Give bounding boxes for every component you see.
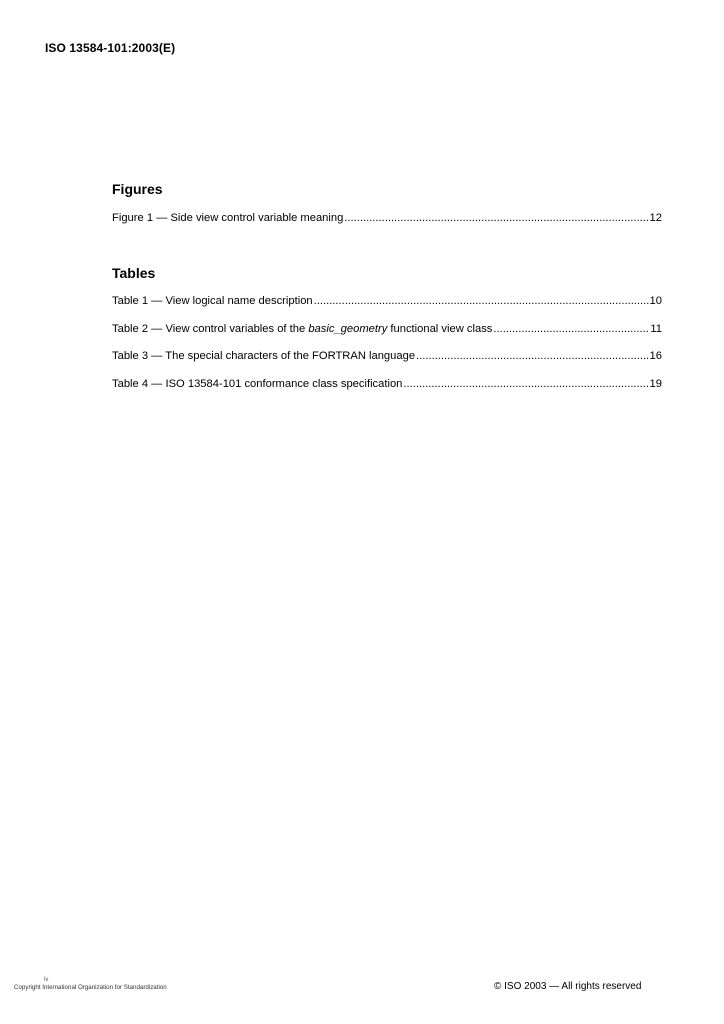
dot-leader [314, 293, 649, 309]
page-number-mark: iv [44, 977, 49, 983]
toc-entry-label-suffix: functional view class [387, 323, 493, 335]
dot-leader [416, 348, 649, 364]
figures-section-title: Figures [112, 181, 163, 197]
footer-copyright-right: © ISO 2003 — All rights reserved [494, 981, 642, 992]
toc-entry-table-1[interactable] [112, 293, 662, 309]
toc-entry-page-number: 19 [649, 378, 662, 390]
toc-entry-italic: basic_geometry [308, 323, 388, 335]
toc-entry-label: Table 4 — ISO 13584-101 conformance class specification [112, 378, 403, 390]
dot-leader [403, 376, 648, 392]
toc-entry-label: Table 2 — View control variables of the [112, 323, 309, 335]
dot-leader [493, 321, 649, 337]
document-header: ISO 13584-101:2003(E) [45, 41, 176, 55]
toc-entry-table-3[interactable] [112, 348, 662, 364]
footer-copyright-left: Copyright International Organization for Standardization [14, 984, 167, 991]
dot-leader [344, 210, 648, 226]
toc-entry-page-number: 16 [649, 350, 662, 362]
toc-entry-page-number: 11 [650, 323, 662, 335]
toc-entry-label: Table 3 — The special characters of the FORTRAN language [112, 350, 416, 362]
tables-section-title: Tables [112, 265, 156, 281]
toc-entry-page-number: 12 [649, 212, 662, 224]
toc-entry-label: Table 1 — View logical name description [112, 295, 313, 307]
toc-entry-table-2[interactable] [112, 321, 662, 337]
toc-entry-page-number: 10 [649, 295, 662, 307]
toc-entry-table-4[interactable] [112, 376, 662, 392]
toc-entry-figure-1[interactable] [112, 210, 662, 226]
toc-entry-label: Figure 1 — Side view control variable meaning [112, 212, 344, 224]
